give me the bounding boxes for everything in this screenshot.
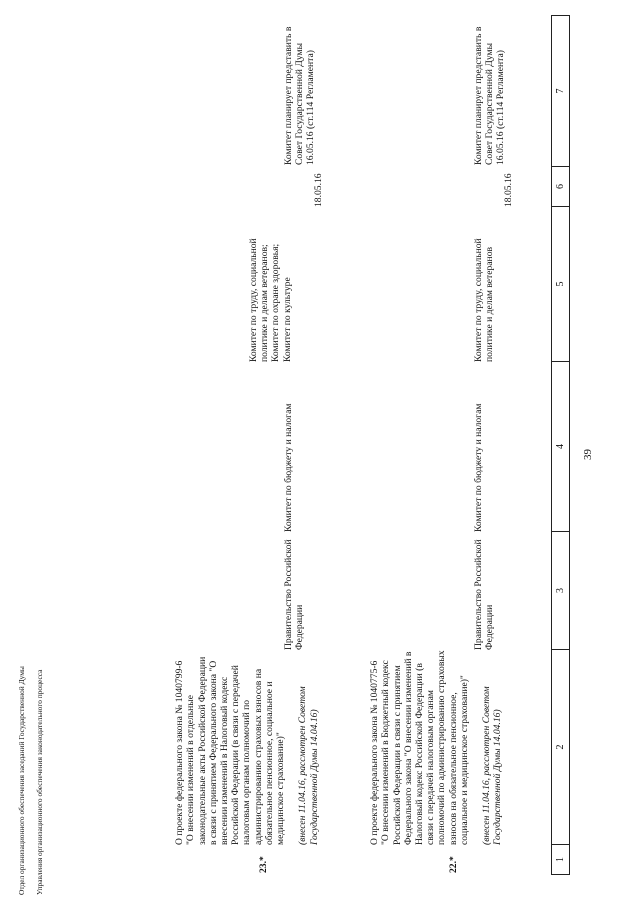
row-number: 23.*	[258, 856, 269, 873]
column-header-5: 5	[552, 207, 569, 362]
bill-title: О проекте федерального закона № 1040775-6 "О внесении изменений в Бюджетный кодекс Российской Федерации в связи с принятием Федерального закона "О внесении изменений в Налоговый кодекс Российской Федерации (в связи с передачей налоговым органам полномочий по администрированию страховых взносов на обязательное пенсионное, социальное и медицинское страхование)"	[369, 650, 470, 845]
initiator-cell: Правительство Российской Федерации	[283, 539, 306, 650]
column-header-7: 7	[552, 15, 569, 167]
footer-note	[8, 666, 53, 895]
coexec-committees-cell: Комитет по труду, социальной политике и делам ветеранов	[473, 238, 496, 362]
column-header-4: 4	[552, 362, 569, 532]
column-header-6: 6	[552, 167, 569, 207]
coexec-committees-cell: Комитет по труду, социальной политике и делам ветеранов; Комитет по охране здоровья; Комитет по культуре	[248, 238, 293, 362]
column-header-1: 1	[552, 845, 569, 875]
bill-cell	[358, 650, 515, 845]
footer-line-2: Управления организационного обеспечения законодательного процесса	[35, 669, 44, 895]
bill-cell	[163, 650, 331, 845]
row-number: 22.*	[448, 856, 459, 873]
bills-table	[28, 15, 568, 875]
plan-cell: Комитет планирует представить в Совет Государственной Думы 16.05.16 (ст.114 Регламента)	[473, 26, 507, 165]
responsible-committee-cell: Комитет по бюджету и налогам	[283, 403, 294, 532]
bill-note: (внесен 11.04.16, рассмотрен Советом Государственной Думы 14.04.16)	[297, 686, 320, 845]
plan-cell: Комитет планирует представить в Совет Государственной Думы 16.05.16 (ст.114 Регламента)	[283, 26, 317, 165]
date-cell: 18.05.16	[503, 173, 514, 207]
column-header-3: 3	[552, 532, 569, 650]
date-cell: 18.05.16	[313, 173, 324, 207]
bill-note: (внесен 11.04.16, рассмотрен Советом Государственной Думы 14.04.16)	[481, 686, 504, 845]
page-number: 39	[582, 449, 594, 460]
table-header-row	[551, 15, 570, 875]
responsible-committee-cell: Комитет по бюджету и налогам	[473, 403, 484, 532]
bill-title: О проекте федерального закона № 1040799-6 "О внесении изменений в отдельные законодательные акты Российской Федерации в связи с принятием Федерального закона "О внесении изменений в Налоговый кодекс Российской Федерации (в связи с передачей налоговым органам полномочий по администрированию страховых взносов на обязательное пенсионное, социальное и медицинское страхование)"	[174, 656, 287, 845]
footer-line-1: Отдел организационного обеспечения заседаний Государственной Думы	[17, 666, 26, 895]
initiator-cell: Правительство Российской Федерации	[473, 539, 496, 650]
column-header-2: 2	[552, 650, 569, 845]
